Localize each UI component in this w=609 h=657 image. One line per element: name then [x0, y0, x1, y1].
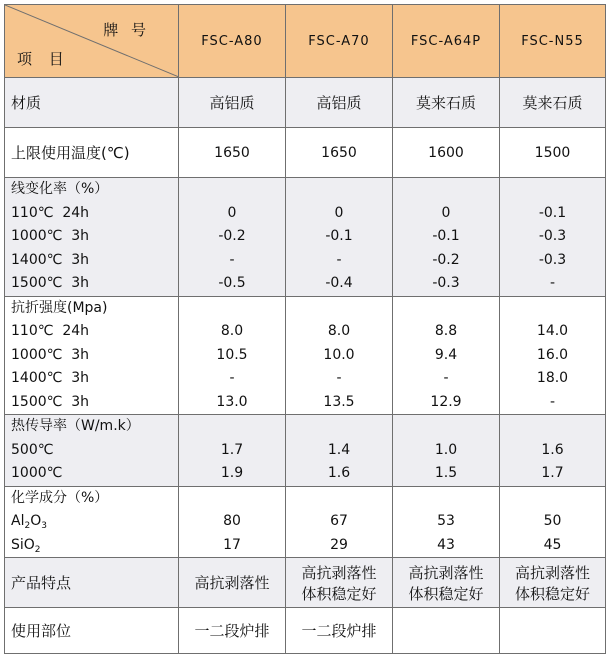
cell-value: 13.5: [323, 393, 355, 410]
linear-change-a70: [286, 178, 393, 297]
feature-line: 体积稳定好: [301, 584, 377, 603]
linear-change-labels: [5, 178, 179, 297]
linear-change-a80: [179, 178, 286, 297]
cell-value: 13.0: [216, 393, 248, 410]
cell-value: 8.8: [434, 323, 458, 339]
features-a80: [179, 558, 286, 608]
feature-line: 体积稳定好: [408, 584, 484, 603]
features-a64p: [393, 558, 500, 608]
cell-value: -0.5: [218, 275, 246, 291]
chemical-labels: [5, 486, 179, 558]
feature-line: 体积稳定好: [514, 584, 590, 603]
condition-label: 1400℃ 3h: [11, 370, 90, 386]
condition-label: 1400℃ 3h: [11, 251, 90, 268]
condition-label: 500℃: [11, 441, 54, 458]
linear-change-title: 线变化率（%）: [11, 181, 109, 197]
cell-value: -: [549, 393, 556, 410]
usage-row: [5, 608, 606, 654]
diagonal-header-cell: [5, 5, 179, 78]
features-a70: [286, 558, 393, 608]
sio2-label: SiO$_2$: [11, 536, 41, 555]
thermal-a70: [286, 415, 393, 487]
item-header-label: 项 目: [17, 50, 70, 68]
cell-value: 1.9: [220, 465, 244, 481]
flexural-strength-row: [5, 296, 606, 415]
flexural-a70: [286, 296, 393, 415]
cell-value: 0: [334, 204, 344, 221]
thermal-n55: [500, 415, 606, 487]
cell-value: 80: [223, 513, 241, 529]
material-row: [5, 78, 606, 128]
max-temp-value: 1650: [179, 128, 286, 178]
chemical-n55: [500, 486, 606, 558]
usage-label: 使用部位: [5, 608, 179, 654]
grade-n55: FSC-N55: [500, 5, 606, 78]
header-row: [5, 5, 606, 78]
cell-value: -: [336, 251, 342, 268]
cell-value: 1.0: [434, 441, 458, 458]
cell-value: 12.9: [430, 393, 462, 410]
condition-label: 110℃ 24h: [11, 323, 90, 339]
cell-value: 1.7: [541, 465, 564, 481]
max-temp-row: [5, 128, 606, 178]
material-value: 高铝质: [286, 78, 393, 128]
condition-label: 1500℃ 3h: [11, 275, 90, 291]
material-value: 莫来石质: [500, 78, 606, 128]
flexural-n55: [500, 296, 606, 415]
grade-header-label: 牌 号: [103, 21, 150, 39]
chemical-composition-row: [5, 486, 606, 558]
cell-value: 1.6: [327, 465, 351, 481]
feature-line: 高抗剥落性: [408, 563, 484, 582]
cell-value: 8.0: [220, 323, 244, 339]
flexural-strength-title: 抗折强度(Mpa): [11, 299, 108, 316]
grade-a80: FSC-A80: [179, 5, 286, 78]
linear-change-row: [5, 178, 606, 297]
cell-value: -0.1: [538, 204, 567, 221]
grade-a70: FSC-A70: [286, 5, 393, 78]
features-label: 产品特点: [5, 558, 179, 608]
max-temp-value: 1500: [500, 128, 606, 178]
thermal-conductivity-title: 热传导率（W/m.k）: [11, 418, 140, 434]
cell-value: 17: [223, 536, 241, 553]
cell-value: 29: [330, 536, 348, 553]
features-n55: [500, 558, 606, 608]
usage-value: 一二段炉排: [179, 608, 286, 654]
cell-value: 1.4: [327, 441, 351, 458]
thermal-a80: [179, 415, 286, 487]
cell-value: 53: [437, 513, 455, 529]
feature-line: 高抗剥落性: [194, 574, 270, 592]
cell-value: -0.2: [432, 251, 460, 268]
cell-value: -0.2: [218, 228, 246, 244]
linear-change-n55: [500, 178, 606, 297]
linear-change-a64p: [393, 178, 500, 297]
cell-value: -: [549, 275, 556, 291]
cell-value: -0.3: [432, 275, 460, 291]
material-value: 莫来石质: [393, 78, 500, 128]
chemical-a64p: [393, 486, 500, 558]
cell-value: -0.4: [325, 275, 353, 291]
cell-value: -0.3: [538, 251, 567, 268]
grade-a64p: FSC-A64P: [393, 5, 500, 78]
usage-value: [500, 608, 606, 654]
flexural-a80: [179, 296, 286, 415]
condition-label: 1000℃ 3h: [11, 228, 90, 244]
feature-line: 高抗剥落性: [301, 563, 377, 582]
thermal-a64p: [393, 415, 500, 487]
flexural-a64p: [393, 296, 500, 415]
thermal-conductivity-labels: [5, 415, 179, 487]
thermal-conductivity-row: [5, 415, 606, 487]
cell-value: 10.5: [216, 346, 248, 363]
max-temp-value: 1600: [393, 128, 500, 178]
usage-value: 一二段炉排: [286, 608, 393, 654]
condition-label: 1500℃ 3h: [11, 393, 90, 410]
condition-label: 1000℃: [11, 465, 63, 481]
al2o3-label: $Al_2O_3$: [11, 513, 47, 531]
condition-label: 1000℃ 3h: [11, 346, 90, 363]
cell-value: -0.1: [325, 228, 353, 244]
cell-value: -0.1: [432, 228, 460, 244]
material-label: 材质: [5, 78, 179, 128]
cell-value: 43: [437, 536, 455, 553]
cell-value: 1.6: [541, 441, 564, 458]
properties-table: [4, 4, 606, 654]
cell-value: 1.7: [220, 441, 244, 458]
material-value: 高铝质: [179, 78, 286, 128]
cell-value: 8.0: [327, 323, 351, 339]
feature-line: 高抗剥落性: [514, 563, 590, 582]
cell-value: 50: [543, 513, 562, 529]
cell-value: 1.5: [434, 465, 458, 481]
usage-value: [393, 608, 500, 654]
chemical-a70: [286, 486, 393, 558]
cell-value: 0: [441, 204, 451, 221]
cell-value: -: [336, 370, 342, 386]
cell-value: -0.3: [538, 228, 567, 244]
chemical-title: 化学成分（%）: [11, 489, 109, 506]
max-temp-label: 上限使用温度(℃): [5, 128, 179, 178]
chemical-a80: [179, 486, 286, 558]
cell-value: -: [443, 370, 449, 386]
cell-value: 16.0: [536, 346, 569, 363]
cell-value: 10.0: [323, 346, 355, 363]
max-temp-value: 1650: [286, 128, 393, 178]
cell-value: 67: [330, 513, 348, 529]
features-row: [5, 558, 606, 608]
cell-value: 0: [227, 204, 237, 221]
cell-value: 14.0: [536, 323, 569, 339]
cell-value: 9.4: [434, 346, 458, 363]
cell-value: -: [229, 370, 235, 386]
condition-label: 110℃ 24h: [11, 204, 90, 221]
cell-value: -: [229, 251, 235, 268]
flexural-strength-labels: [5, 296, 179, 415]
cell-value: 45: [543, 536, 562, 553]
cell-value: 18.0: [536, 370, 569, 386]
